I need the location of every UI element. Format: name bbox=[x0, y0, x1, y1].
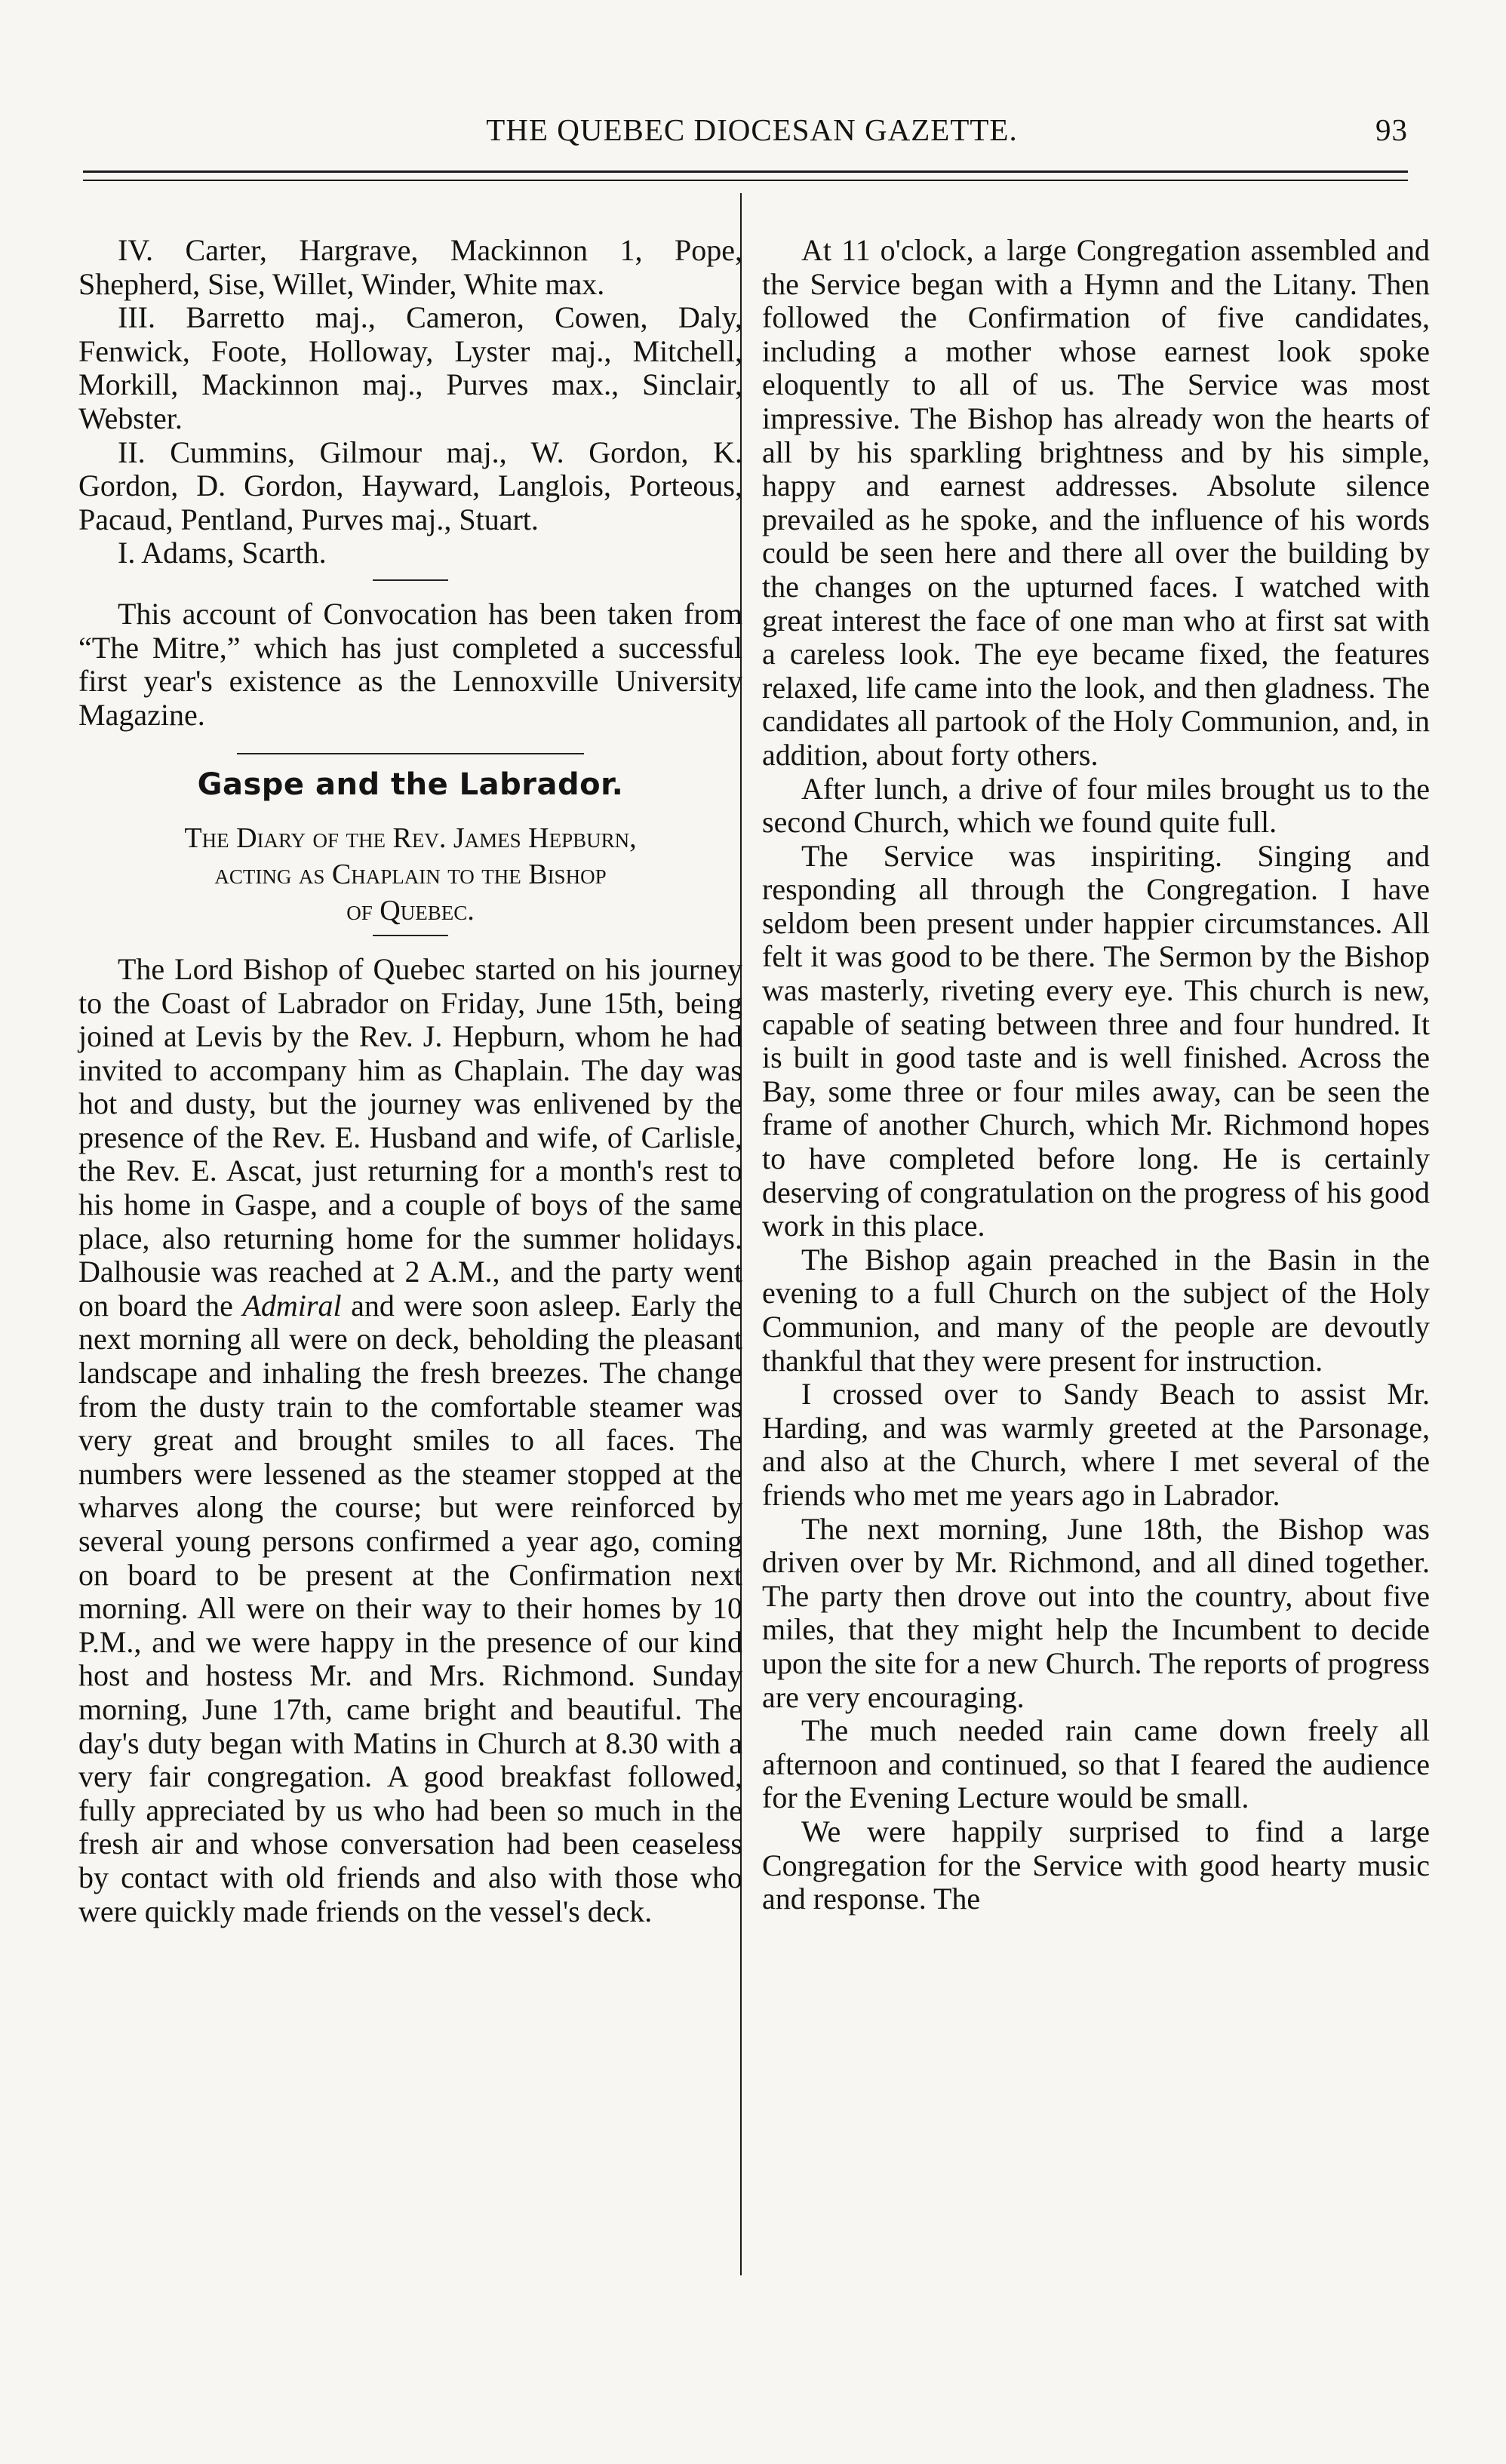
paragraph-confirmation: At 11 o'clock, a large Congregation assembled and the Service began with a Hymn and the Litany. Then followed the Confirmation of five candidates, including a mother whose earnest look spoke eloquently to all of us. The Service was most impressive. The Bishop has already won the hearts of all by his sparkling brightness and by his simple, happy and earnest addresses. Absolute silence prevailed as he spoke, and the influence of his words could be seen here and there all over the building by the changes on the upturned faces. I watched with great interest the face of one man who at first sat with a careless look. The eye became fixed, the features relaxed, life came into the look, and then gladness. The candidates all partook of the Holy Communion, and, in addition, about forty others. bbox=[762, 233, 1430, 772]
running-title: THE QUEBEC DIOCESAN GAZETTE. bbox=[486, 112, 1018, 147]
article-subheading-line1: The Diary of the Rev. James Hepburn, bbox=[184, 822, 637, 854]
form-list-ii: II. Cummins, Gilmour maj., W. Gordon, K. Gordon, D. Gordon, Hayward, Langlois, Porteous, Pacaud, Pentland, Purves maj., Stuart. bbox=[78, 435, 742, 536]
separator-rule bbox=[373, 579, 448, 581]
article-paragraph bbox=[78, 953, 742, 1928]
paragraph-sandy-beach: I crossed over to Sandy Beach to assist Mr. Harding, and was warmly greeted at the Parsonage, and also at the Church, where I met several of the friends who met me years ago in Labrador. bbox=[762, 1377, 1430, 1512]
header-rule-thin bbox=[83, 180, 1408, 181]
header-rule-thick bbox=[83, 171, 1408, 173]
right-column bbox=[762, 234, 1430, 1916]
page-number: 93 bbox=[1375, 112, 1408, 147]
article-heading: Gaspe and the Labrador. bbox=[197, 767, 624, 803]
paragraph-rain: The much needed rain came down freely all afternoon and continued, so that I feared the audience for the Evening Lecture would be small. bbox=[762, 1713, 1430, 1815]
form-list-i: I. Adams, Scarth. bbox=[118, 536, 327, 570]
paragraph-basin: The Bishop again preached in the Basin in the evening to a full Church on the subject of the Holy Communion, and many of the people are devoutly thankful that they were present for instruction. bbox=[762, 1242, 1430, 1378]
paragraph-service: The Service was inspiriting. Singing and responding all through the Congregation. I have seldom been present under happier circumstances. All felt it was good to be there. The Sermon by the Bishop was masterly, riveting every eye. This church is new, capable of seating between three and four hundred. It is built in good taste and is well finished. Across the Bay, some three or four miles away, can be seen the frame of another Church, which Mr. Richmond hopes to have completed before long. He is certainly deserving of congratulation on the progress of his good work in this place. bbox=[762, 838, 1430, 1243]
header-rules bbox=[83, 171, 1408, 181]
section-rule bbox=[237, 753, 584, 754]
form-list-iv: IV. Carter, Hargrave, Mackinnon 1, Pope, Shepherd, Sise, Willet, Winder, White max. bbox=[78, 233, 742, 301]
ship-name: Admiral bbox=[242, 1288, 342, 1323]
form-list-iii: III. Barretto maj., Cameron, Cowen, Daly, Fenwick, Foote, Holloway, Lyster maj., Mitchell, Morkill, Mackinnon maj., Purves max., Sinclair, Webster. bbox=[78, 300, 742, 435]
paragraph-second-church: After lunch, a drive of four miles brought us to the second Church, which we found quite full. bbox=[762, 771, 1430, 840]
page-header bbox=[83, 112, 1408, 148]
left-column bbox=[78, 234, 742, 1928]
paragraph-next-morning: The next morning, June 18th, the Bishop was driven over by Mr. Richmond, and all dined together. The party then drove out into the country, about five miles, that they might help the Incumbent to decide upon the site for a new Church. The reports of progress are very encouraging. bbox=[762, 1511, 1430, 1714]
convocation-note: This account of Convocation has been taken from “The Mitre,” which has just completed a successful first year's existence as the Lennoxville University Magazine. bbox=[78, 596, 742, 732]
paragraph-text-part2: and were soon asleep. Early the next morning all were on deck, beholding the pleasant landscape and inhaling the fresh breezes. The change from the dusty train to the comfortable steamer was very great and brought smiles to all faces. The numbers were lessened as the steamer stopped at the wharves along the course; but were reinforced by several young persons confirmed a year ago, coming on board to be present at the Confirmation next morning. All were on their way to their homes by 10 P.M., and we were happy in the presence of our kind host and hostess Mr. and Mrs. Richmond. Sunday morning, June 17th, came bright and beautiful. The day's duty began with Matins in Church at 8.30 with a very fair congregation. A good breakfast followed, fully appreciated by us who had been so much in the fresh air and whose conversation had been ceaseless by contact with old friends and also with those who were quickly made friends on the vessel's deck. bbox=[78, 1288, 743, 1928]
paragraph-text-part1: The Lord Bishop of Quebec started on his journey to the Coast of Labrador on Friday, June 15th, being joined at Levis by the Rev. J. Hepburn, whom he had invited to accompany him as Chaplain. The day was hot and dusty, but the journey was enlivened by the presence of the Rev. E. Husband and wife, of Carlisle, the Rev. E. Ascat, just returning for a month's rest to his home in Gaspe, and a couple of boys of the same place, also returning home for the summer holidays. Dalhousie was reached at 2 A.M., and the party went on board the bbox=[78, 951, 742, 1323]
subheading-rule bbox=[373, 935, 448, 936]
article-subheading-line3: of Quebec. bbox=[346, 894, 475, 926]
article-subheading-line2: acting as Chaplain to the Bishop bbox=[214, 858, 607, 890]
paragraph-evening: We were happily surprised to find a large Congregation for the Service with good hearty music and response. The bbox=[762, 1814, 1430, 1916]
